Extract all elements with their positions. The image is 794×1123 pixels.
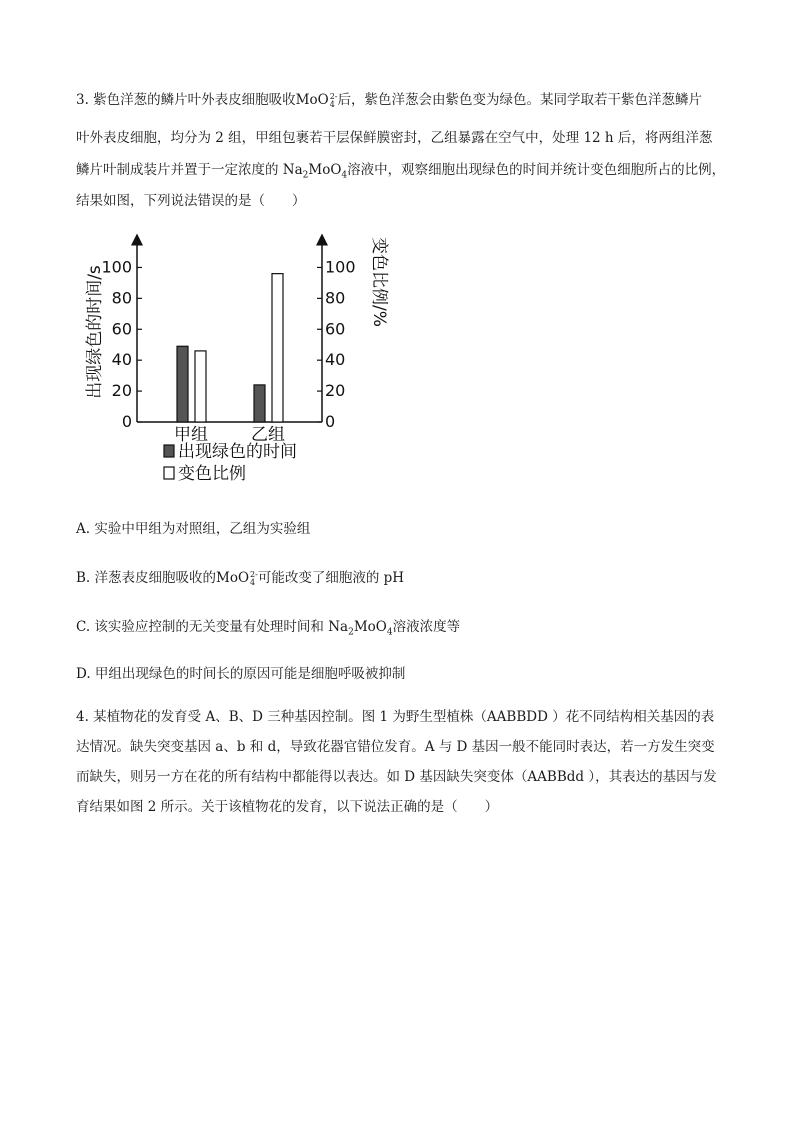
q4-line-1: 4. 某植物花的发育受 A、B、D 三种基因控制。图 1 为野生型植株（AABBDD ）花不同结构相关基因的表 [76, 709, 715, 725]
q4-line-4: 育结果如图 2 所示。关于该植物花的发育，以下说法正确的是（ ） [76, 799, 499, 815]
legend-label-time: 出现绿色的时间 [178, 442, 297, 462]
bar-ratio-yi [272, 274, 283, 422]
left-tick-label: 60 [111, 319, 132, 339]
q3-line-4: 结果如图，下列说法错误的是（ ） [76, 193, 306, 209]
right-tick-label: 20 [325, 381, 346, 401]
q3-text: 后，紫色洋葱会由紫色变为绿色。某同学取若干紫色洋葱鳞片 [337, 92, 702, 108]
right-tick-label: 60 [325, 319, 346, 339]
left-tick-label: 0 [121, 412, 132, 431]
legend-label-ratio: 变色比例 [178, 464, 246, 484]
left-tick-label: 40 [111, 350, 132, 370]
bar-ratio-jia [195, 351, 206, 422]
option-d[interactable]: D. 甲组出现绿色的时间长的原因可能是细胞呼吸被抑制 [76, 666, 406, 682]
right-tick-label: 80 [325, 288, 346, 308]
left-tick-label: 80 [111, 288, 132, 308]
q3-line-2: 叶外表皮细胞，均分为 2 组，甲组包裹若干层保鲜膜密封，乙组暴露在空气中，处理 12 h 后，将两组洋葱 [76, 130, 713, 146]
q4-line-3: 而缺失，则另一方在花的所有结构中都能得以表达。如 D 基因缺失突变体（AABBdd ），其表达的基因与发 [76, 769, 717, 785]
bar-time-jia [177, 346, 188, 422]
bar-chart [82, 232, 389, 502]
right-tick-label: 40 [325, 350, 346, 370]
q3-line-3: 鳞片叶制成装片并置于一定浓度的 $Na_2MoO_4$溶液中，观察细胞出现绿色的时间并统计变色细胞所占的比例， [76, 162, 726, 181]
option-b[interactable]: B. 洋葱表皮细胞吸收的MoO 2- 4 可能改变了细胞液的 pH [76, 569, 405, 587]
option-a[interactable]: A. 实验中甲组为对照组，乙组为实验组 [76, 521, 311, 537]
legend-swatch-ratio [164, 467, 174, 479]
q4-line-2: 达情况。缺失突变基因 a、b 和 d，导致花器官错位发育。A 与 D 基因一般不能同时表达，若一方发生突变 [76, 739, 715, 755]
y-axis-label-right: 变色比例/% [369, 237, 389, 327]
option-c[interactable]: C. 该实验应控制的无关变量有处理时间和 $Na_2MoO_4$溶液浓度等 [76, 619, 461, 638]
left-tick-label: 100 [101, 257, 132, 277]
left-tick-label: 20 [111, 381, 132, 401]
q3-text: 3. 紫色洋葱的鳞片叶外表皮细胞吸收MoO [76, 92, 329, 108]
bar-time-yi [254, 385, 265, 422]
q3-line-1 [76, 88, 702, 109]
category-label: 甲组 [174, 425, 208, 445]
right-tick-label: 0 [325, 412, 336, 431]
y-axis-label-left: 出现绿色的时间/s [85, 265, 105, 399]
ion-charge: 2- 4 [329, 91, 338, 109]
legend-swatch-time [164, 445, 174, 457]
category-label: 乙组 [251, 425, 285, 445]
right-tick-label: 100 [325, 257, 356, 277]
